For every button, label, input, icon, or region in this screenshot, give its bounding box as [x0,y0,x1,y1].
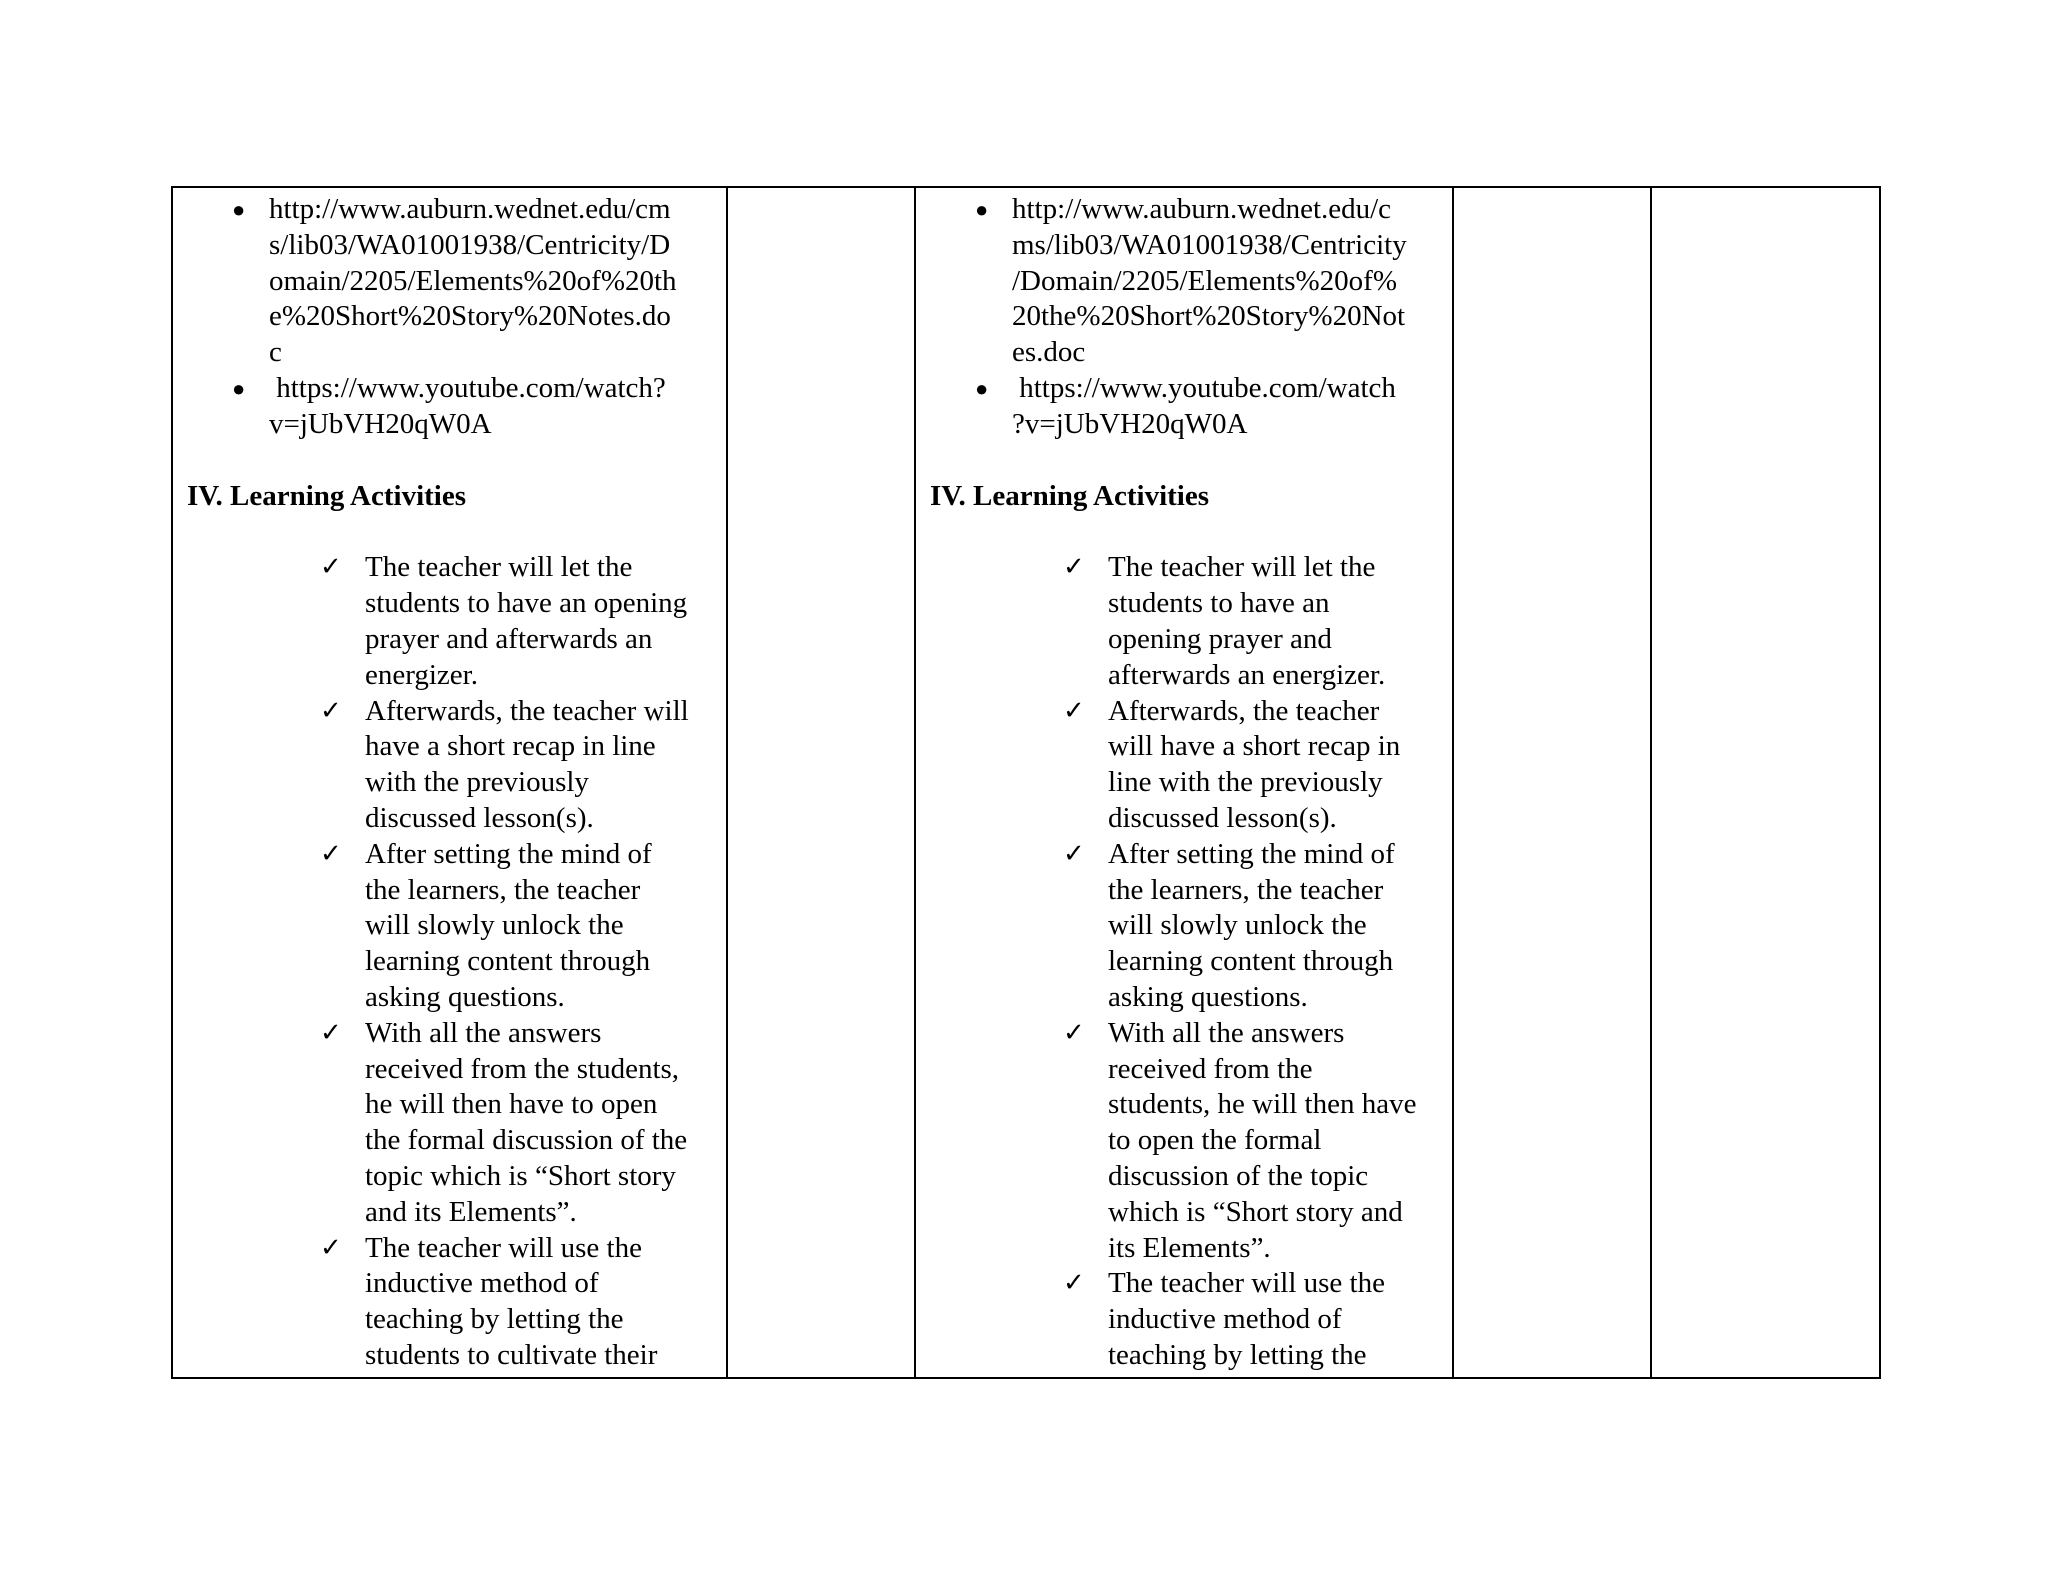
activity-line: students to cultivate their [365,1338,658,1371]
table-cell-plan-b [914,188,1452,1377]
reference-line: c [269,336,282,369]
activity-line: have a short recap in line [365,730,656,763]
activity-line: Afterwards, the teacher [1108,694,1380,727]
activity-line: the formal discussion of the [365,1124,688,1157]
activity-line: the learners, the teacher [365,873,641,906]
reference-line: http://www.auburn.wednet.edu/cm [269,193,671,225]
table-cell-empty [1452,188,1650,1377]
checkmark-icon: ✓ [320,1232,342,1263]
activity-line: he will then have to open [365,1088,658,1121]
checkmark-icon: ✓ [1063,695,1085,726]
checkmark-icon: ✓ [320,1017,342,1048]
reference-line: s/lib03/WA01001938/Centricity/D [269,228,671,261]
bullet-icon: ● [975,197,989,222]
bullet-icon: ● [232,375,246,401]
activity-line: discussed lesson(s). [365,801,594,834]
reference-item [187,192,722,371]
cell-content [187,192,722,1374]
reference-line: https://www.youtube.com/watch [1012,371,1396,404]
activity-item [187,1231,722,1374]
activity-line: After setting the mind of [1108,837,1395,870]
checkmark-icon: ✓ [320,838,342,869]
activity-line: discussion of the topic [1108,1159,1369,1192]
activity-line: asking questions. [1108,980,1308,1013]
activity-line: The teacher will use the [1108,1267,1385,1300]
reference-item [930,371,1448,443]
reference-line: https://www.youtube.com/watch? [269,371,666,404]
table-cell-empty [1650,188,1879,1377]
activity-line: The teacher will let the [365,551,633,584]
activity-line: topic which is “Short story [365,1159,676,1192]
cell-content [930,192,1448,1374]
checkmark-icon: ✓ [1063,838,1085,869]
activity-list [187,550,722,1373]
activity-line: will have a short recap in [1108,730,1401,763]
activity-line: with the previously [365,766,589,799]
activity-line: line with the previously [1108,766,1383,799]
checkmark-icon: ✓ [320,695,342,726]
activity-item [930,1016,1448,1267]
activity-line: its Elements”. [1108,1231,1271,1264]
activity-line: which is “Short story and [1108,1195,1403,1228]
activity-line: received from the students, [365,1052,680,1085]
reference-line: ?v=jUbVH20qW0A [1012,407,1248,440]
reference-list [930,192,1448,443]
activity-line: teaching by letting the [365,1303,624,1336]
activity-line: discussed lesson(s). [1108,801,1337,834]
activity-line: inductive method of [1108,1303,1342,1336]
activity-line: students, he will then have [1108,1088,1417,1121]
activity-item [187,550,722,693]
reference-list [187,192,722,443]
checkmark-icon: ✓ [1063,1268,1085,1299]
activity-line: The teacher will use the [365,1231,642,1264]
activity-line: opening prayer and [1108,622,1332,655]
activity-line: asking questions. [365,980,565,1013]
reference-line: v=jUbVH20qW0A [269,407,492,440]
reference-line: ms/lib03/WA01001938/Centricity [1012,228,1407,261]
activity-item [187,694,722,837]
activity-line: the learners, the teacher [1108,873,1384,906]
activity-line: inductive method of [365,1267,599,1300]
activity-line: learning content through [1108,945,1394,978]
activity-line: received from the [1108,1052,1313,1085]
activity-line: With all the answers [1108,1016,1345,1049]
activity-line: learning content through [365,945,651,978]
activity-line: Afterwards, the teacher will [365,694,689,727]
table-cell-empty [726,188,914,1377]
activity-line: and its Elements”. [365,1195,577,1228]
activity-item [930,694,1448,837]
reference-line: http://www.auburn.wednet.edu/c [1012,193,1392,225]
activity-line: will slowly unlock the [365,909,624,942]
reference-line: omain/2205/Elements%20of%20th [269,264,677,297]
reference-item [187,371,722,443]
activity-item [930,1266,1448,1373]
activity-item [187,837,722,1016]
reference-line: es.doc [1012,336,1086,369]
activity-item [187,1016,722,1231]
section-heading: IV. Learning Activities [187,479,466,512]
bullet-icon: ● [232,197,246,222]
bullet-icon: ● [975,375,989,401]
lesson-plan-table [171,186,1881,1379]
activity-line: prayer and afterwards an [365,622,653,655]
activity-item [930,550,1448,693]
activity-item [930,837,1448,1016]
activity-line: With all the answers [365,1016,602,1049]
activity-line: teaching by letting the [1108,1338,1367,1371]
activity-line: will slowly unlock the [1108,909,1367,942]
activity-line: The teacher will let the [1108,551,1376,584]
reference-line: 20the%20Short%20Story%20Not [1012,300,1406,333]
checkmark-icon: ✓ [1063,1017,1085,1048]
activity-line: afterwards an energizer. [1108,658,1386,691]
reference-line: e%20Short%20Story%20Notes.do [269,300,671,333]
checkmark-icon: ✓ [320,552,342,583]
reference-line: /Domain/2205/Elements%20of% [1012,264,1397,297]
activity-list [930,550,1448,1373]
activity-line: students to have an opening [365,587,688,620]
section-heading: IV. Learning Activities [930,479,1209,512]
activity-line: After setting the mind of [365,837,652,870]
checkmark-icon: ✓ [1063,552,1085,583]
activity-line: to open the formal [1108,1124,1322,1157]
activity-line: energizer. [365,658,478,691]
table-cell-plan-a [173,188,726,1377]
activity-line: students to have an [1108,587,1330,620]
reference-item [930,192,1448,371]
